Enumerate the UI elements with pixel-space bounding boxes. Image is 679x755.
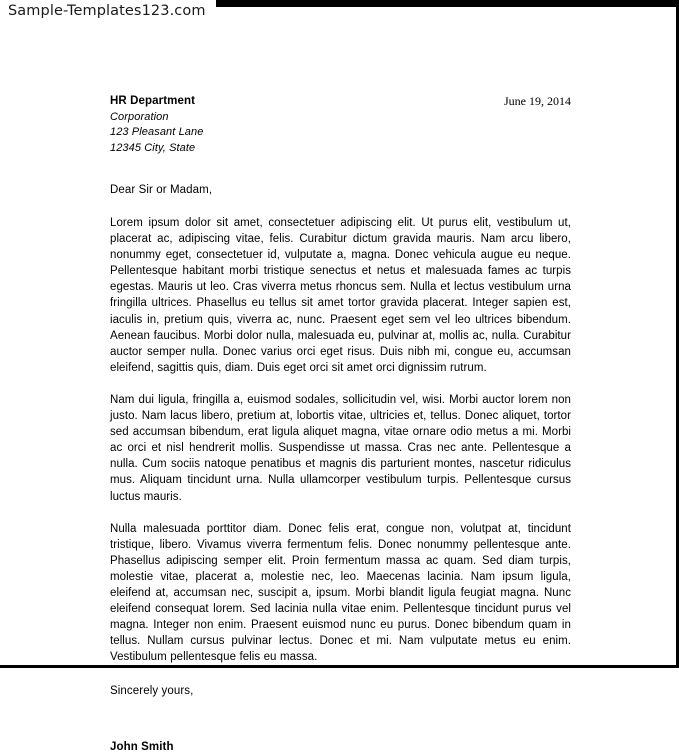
body-paragraph: Nam dui ligula, fringilla a, euismod sodales, sollicitudin vel, wisi. Morbi auctor lorem non justo. Nam lacus libero, pretium at, lobortis vitae, ultricies et, tellus. Donec aliquet, tortor sed accumsan bibendum, erat ligula aliquet magna, vitae ornare odio metus a mi. Morbi ac orci et nisl hendrerit mollis. Suspendisse ut massa. Cras nec ante. Pellentesque a nulla. Cum sociis natoque penatibus et magnis dis parturient montes, nascetur ridiculus mus. Aliquam tincidunt urna. Nulla ullamcorper vestibulum turpis. Pellentesque cursus luctus mauris. bbox=[110, 393, 571, 503]
sender-organization: Corporation bbox=[110, 110, 169, 123]
body-paragraph: Nulla malesuada porttitor diam. Donec felis erat, congue non, volutpat at, tincidunt tristique, libero. Vivamus viverra fermentum felis. Donec nonummy pellentesque ante. Phasellus adipiscing semper elit. Proin fermentum massa ac quam. Sed diam turpis, molestie vitae, placerat a, molestie nec, leo. Maecenas lacinia. Nam ipsum ligula, eleifend at, accumsan nec, suscipit a, ipsum. Morbi blandit ligula feugiat magna. Nunc eleifend consequat lorem. Sed lacinia nulla vitae enim. Pellentesque tincidunt purus vel magna. Integer non enim. Praesent euismod nunc eu purus. Donec bibendum quam in tellus. Nullam cursus pulvinar lectus. Donec et mi. Nam vulputate metus eu enim. Vestibulum pellentesque felis eu massa. bbox=[110, 522, 571, 664]
closing-salutation: Sincerely yours, bbox=[110, 685, 194, 698]
letterhead bbox=[110, 94, 571, 156]
letter-date: June 19, 2014 bbox=[504, 94, 571, 108]
sender-city-state: 12345 City, State bbox=[110, 141, 196, 154]
salutation: Dear Sir or Madam, bbox=[110, 184, 213, 196]
watermark bbox=[0, 0, 216, 24]
watermark-text: Sample-Templates123.com bbox=[8, 3, 206, 19]
letter-body bbox=[110, 94, 571, 755]
sender-street-address: 123 Pleasant Lane bbox=[110, 126, 204, 138]
signature-name: John Smith bbox=[110, 741, 174, 754]
body-paragraph: Lorem ipsum dolor sit amet, consectetuer adipiscing elit. Ut purus elit, vestibulum ut, placerat ac, adipiscing vitae, felis. Curabitur dictum gravida mauris. Nam arcu libero, nonummy eget, consectetuer id, vulputate a, magna. Donec vehicula augue eu neque. Pellentesque habitant morbi tristique senectus et netus et malesuada fames ac turpis egestas. Mauris ut leo. Cras viverra metus rhoncus sem. Nulla et lectus vestibulum urna fringilla ultrices. Phasellus eu tellus sit amet tortor gravida placerat. Integer sapien est, iaculis in, pretium quis, viverra ac, nunc. Praesent eget sem vel leo ultrices bibendum. Aenean faucibus. Morbi dolor nulla, malesuada eu, pulvinar at, mollis ac, nulla. Curabitur auctor semper nulla. Donec varius orci eget risus. Duis nibh mi, congue eu, accumsan eleifend, sagittis quis, diam. Duis eget orci sit amet orci dignissim rutrum. bbox=[110, 217, 571, 374]
sender-name: HR Department bbox=[110, 95, 196, 107]
